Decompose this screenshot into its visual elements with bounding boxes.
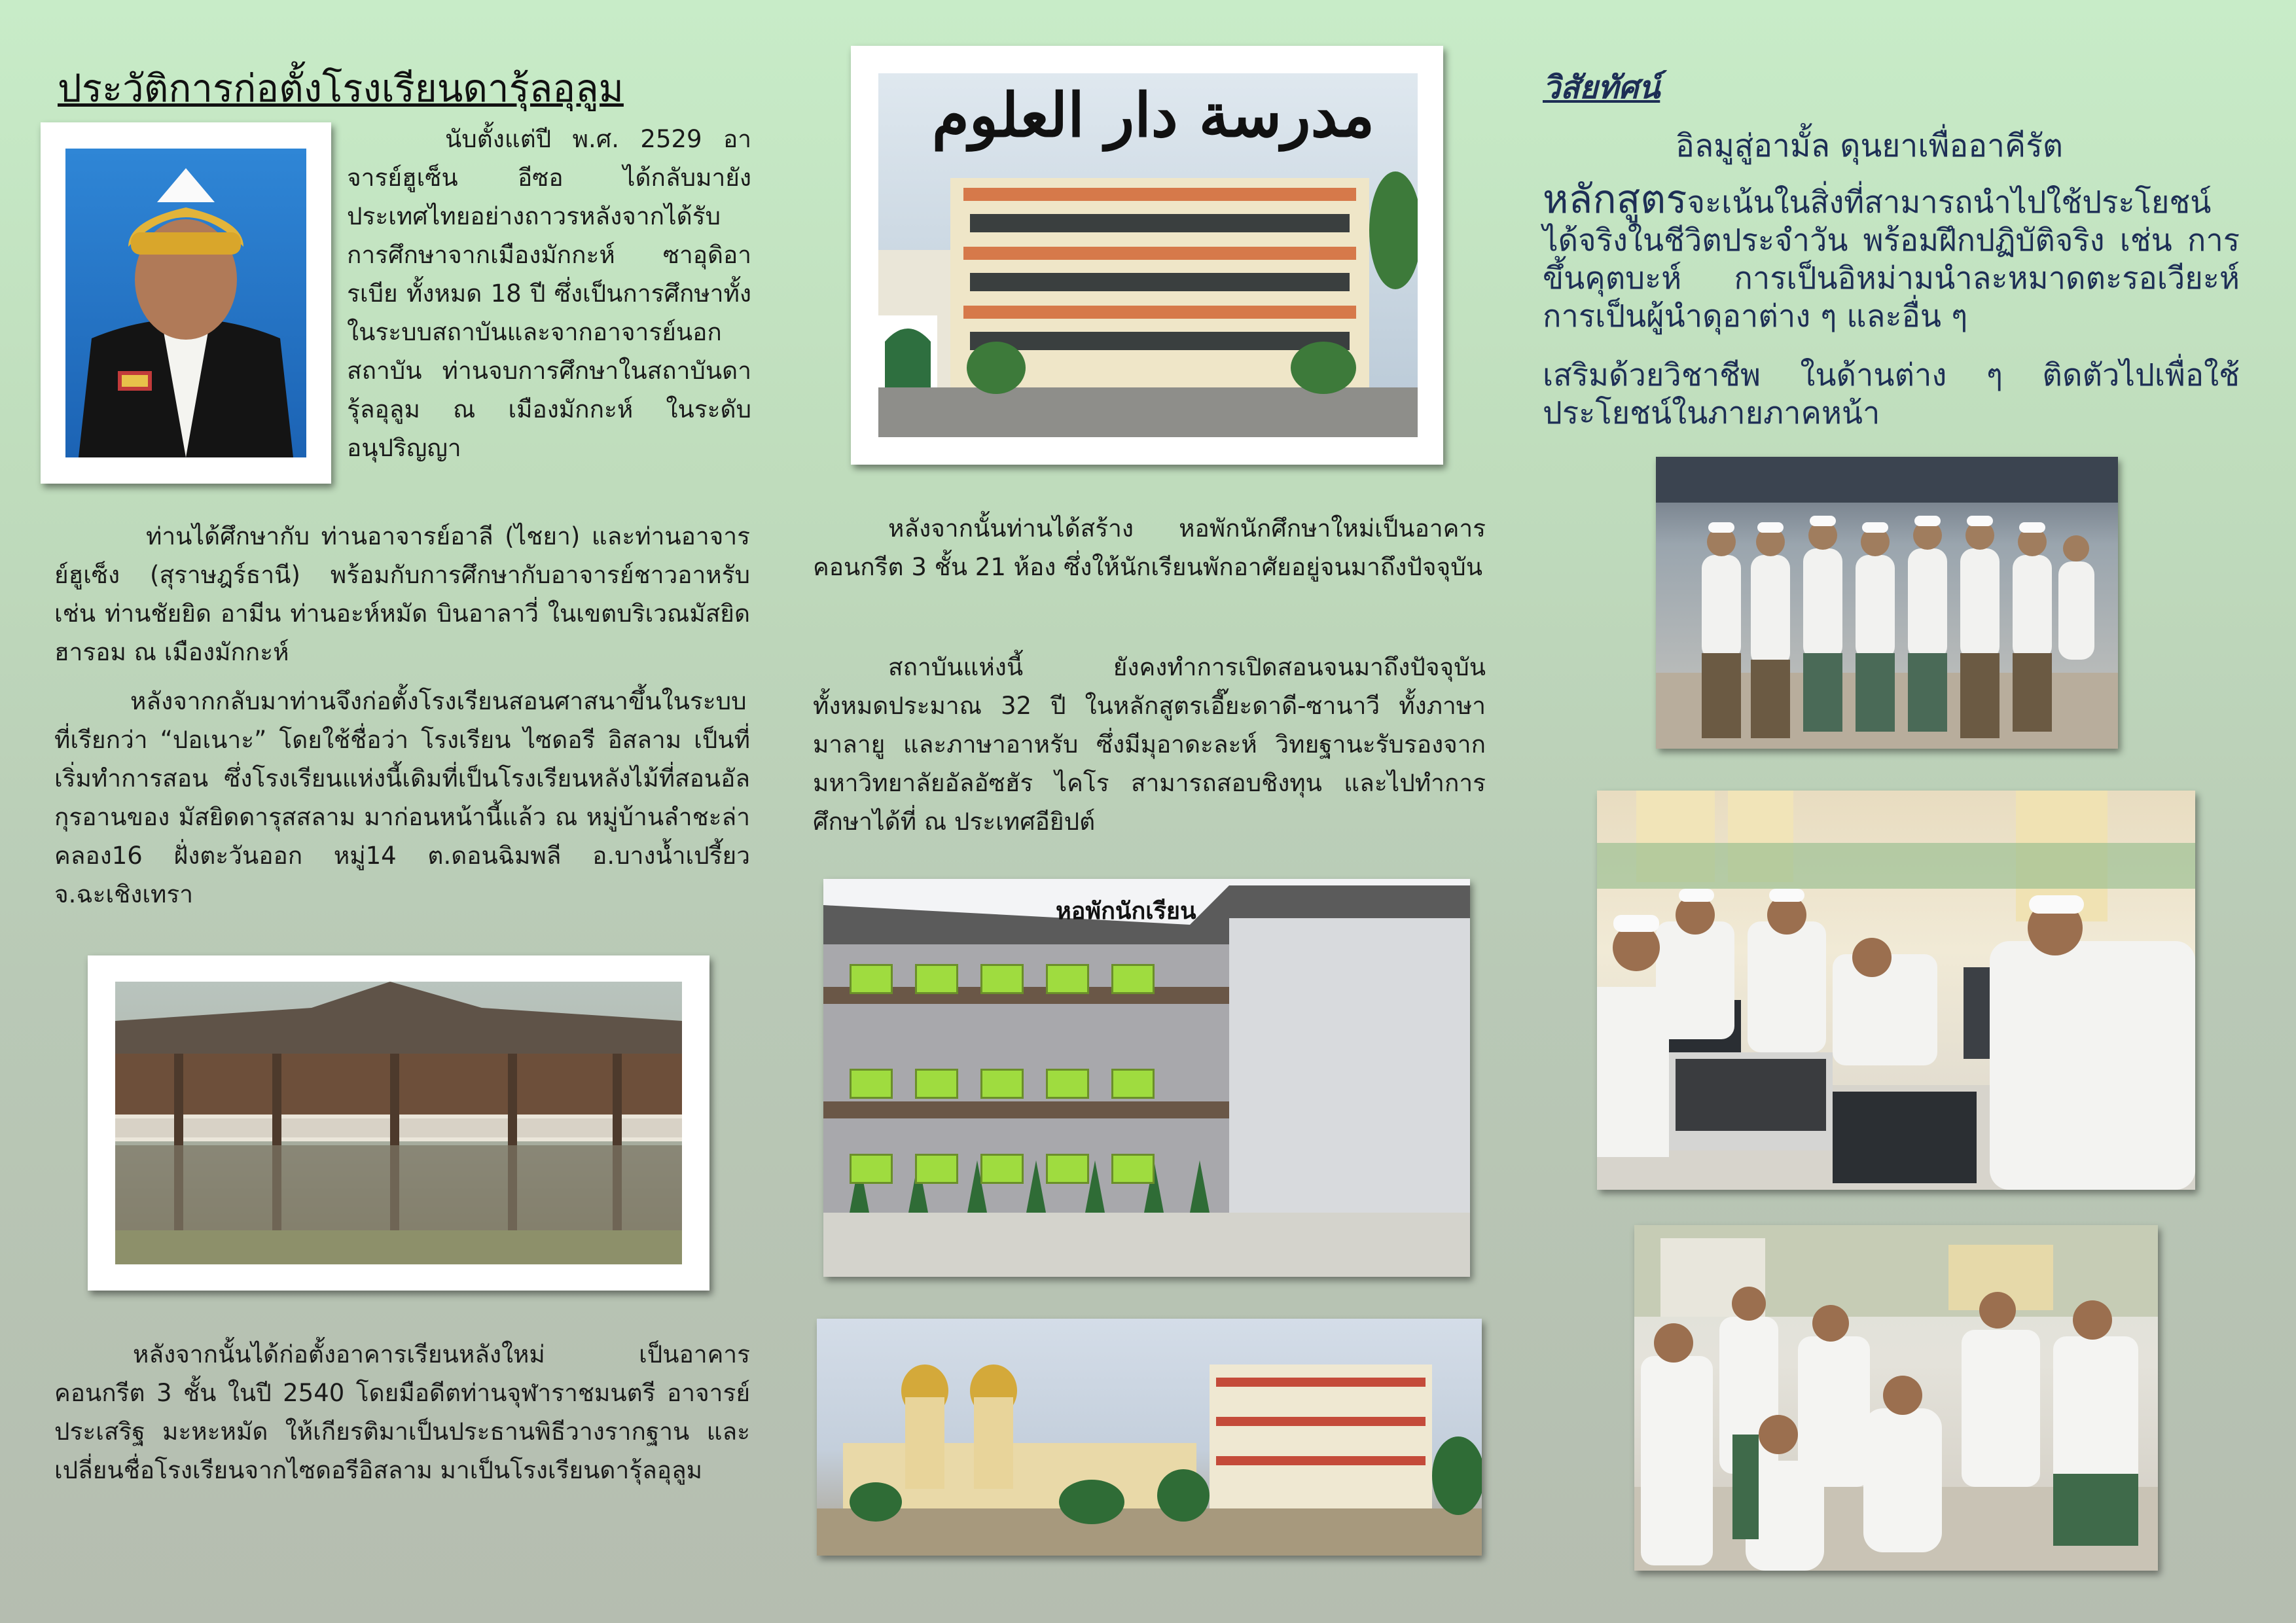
dormitory-label: หอพักนักเรียน bbox=[1056, 898, 1196, 925]
dormitory-photo bbox=[823, 879, 1470, 1277]
dorm-window bbox=[1111, 1069, 1155, 1099]
school-building-photo-frame bbox=[851, 46, 1443, 465]
middle-paragraph-2: สถาบันแห่งนี้ ยังคงทำการเปิดสอนจนมาถึงปัจจุบัน ทั้งหมดประมาณ 32 ปี ในหลักสูตรเอี๊ยะดาดี-ซานาวี ทั้งภาษามาลายู และภาษาอาหรับ ซึ่งมีมุอาดะละห์ วิทยฐานะรับรองจากมหาวิทยาลัยอัลอัซฮัร ไคโร สามารถสอบชิงทุน และไปทำการศึกษาได้ที่ ณ ประเทศอียิปต์ bbox=[813, 653, 1486, 836]
barber-class-photo bbox=[1634, 1225, 2158, 1571]
dorm-window bbox=[1046, 1154, 1089, 1184]
vocational-paragraph: เสริมด้วยวิชาชีพ ในด้านต่าง ๆ ติดตัวไปเพื่อใช้ประโยชน์ในภายภาคหน้า bbox=[1543, 357, 2240, 431]
old-wooden-school-photo bbox=[115, 982, 682, 1264]
history-paragraph-4: หลังจากนั้นได้ก่อตั้งอาคารเรียนหลังใหม่ เป็นอาคารคอนกรีต 3 ชั้น ในปี 2540 โดยมือดีตท่านจุฬาราชมนตรี อาจารย์ประเสริฐ มะหะหมัด ให้เกียรติมาเป็นประธานพิธีวางรากฐาน และเปลี่ยนชื่อโรงเรียนจากไซดอรีอิสลาม มาเป็นโรงเรียนดารุ้ลอุลูม bbox=[54, 1340, 750, 1484]
founder-portrait-frame bbox=[41, 122, 331, 484]
dorm-window bbox=[980, 1069, 1024, 1099]
history-paragraph-2: ท่านได้ศึกษากับ ท่านอาจารย์อาลี (ไชยา) และท่านอาจารย์ฮูเซ็ง (สุราษฎร์ธานี) พร้อมกับการศึกษากับอาจารย์ชาวอาหรับ เช่น ท่านชัยยิด อามีน ท่านอะห์หมัด บินอาลาวี่ ในเขตบริเวณมัสยิดฮารอม ณ เมืองมักกะห์ bbox=[54, 522, 750, 666]
dorm-window bbox=[915, 964, 958, 994]
dorm-window bbox=[1046, 964, 1089, 994]
dorm-window bbox=[1046, 1069, 1089, 1099]
dorm-window bbox=[1111, 1154, 1155, 1184]
dorm-window bbox=[915, 1069, 958, 1099]
history-paragraph-1: นับตั้งแต่ปี พ.ศ. 2529 อาจารย์ฮูเซ็น อีซอ ได้กลับมายังประเทศไทยอย่างถาวรหลังจากได้รับการศึกษาจากเมืองมักกะห์ ซาอุดิอารเบีย ทั้งหมด 18 ปี ซึ่งเป็นการศึกษาทั้งในระบบสถาบันและจากอาจารย์นอกสถาบัน ท่านจบการศึกษาในสถาบันดารุ้ลอุลูม ณ เมืองมักกะห์ ในระดับ อนุปริญญา bbox=[347, 125, 751, 462]
curriculum-word: หลักสูตร bbox=[1543, 177, 1687, 223]
students-group-photo bbox=[1656, 457, 2118, 749]
dorm-window bbox=[915, 1154, 958, 1184]
dorm-window bbox=[850, 1154, 893, 1184]
dorm-window bbox=[850, 964, 893, 994]
founder-portrait bbox=[65, 149, 306, 457]
mosque-campus-photo bbox=[817, 1319, 1482, 1556]
dorm-window bbox=[980, 964, 1024, 994]
dorm-window bbox=[1111, 964, 1155, 994]
curriculum-text: จะเน้นในสิ่งที่สามารถนำไปใช้ประโยชน์ได้จริงในชีวิตประจำวัน พร้อมฝึกปฏิบัติจริง เช่น การขึ้นคุตบะห์ การเป็นอิหม่ามนำละหมาดตะรอเวียะห์ การเป็นผู้นำดุอาต่าง ๆ และอื่น ๆ bbox=[1543, 185, 2240, 334]
dorm-window bbox=[850, 1069, 893, 1099]
school-building-photo bbox=[878, 73, 1418, 437]
vision-title: วิสัยทัศน์ bbox=[1543, 69, 1660, 106]
arabic-school-sign: مدرسة دار العلوم bbox=[931, 80, 1375, 151]
middle-paragraph-1: หลังจากนั้นท่านได้สร้าง หอพักนักศึกษาใหม่เป็นอาคารคอนกรีต 3 ชั้น 21 ห้อง ซึ่งให้นักเรียนพักอาศัยอยู่จนมาถึงปัจจุบัน bbox=[813, 514, 1486, 581]
history-paragraph-3: หลังจากกลับมาท่านจึงก่อตั้งโรงเรียนสอนศาสนาขึ้นในระบบที่เรียกว่า “ปอเนาะ” โดยใช้ชื่อว่า โรงเรียน ไซดอรี อิสลาม เป็นที่เริ่มทำการสอน ซึ่งโรงเรียนแห่งนี้เดิมที่เป็นโรงเรียนหลังไม้ที่สอนอัลกุรอานของ มัสยิดดารุสสลาม มาก่อนหน้านี้แล้ว ณ หมู่บ้านลำชะล่า คลอง16 ฝั่งตะวันออก หมู่14 ต.ดอนฉิมพลี อ.บางน้ำเปรี้ยว จ.ฉะเชิงเทรา bbox=[54, 687, 750, 908]
dorm-window bbox=[980, 1154, 1024, 1184]
old-school-photo-frame bbox=[88, 955, 709, 1291]
curriculum-paragraph bbox=[1543, 177, 2240, 336]
vision-motto: อิลมูสู่อามั้ล ดุนยาเพื่ออาคีรัต bbox=[1676, 128, 2064, 164]
computer-class-photo bbox=[1597, 791, 2195, 1190]
history-title: ประวัติการก่อตั้งโรงเรียนดารุ้ลอุลูม bbox=[58, 66, 624, 111]
